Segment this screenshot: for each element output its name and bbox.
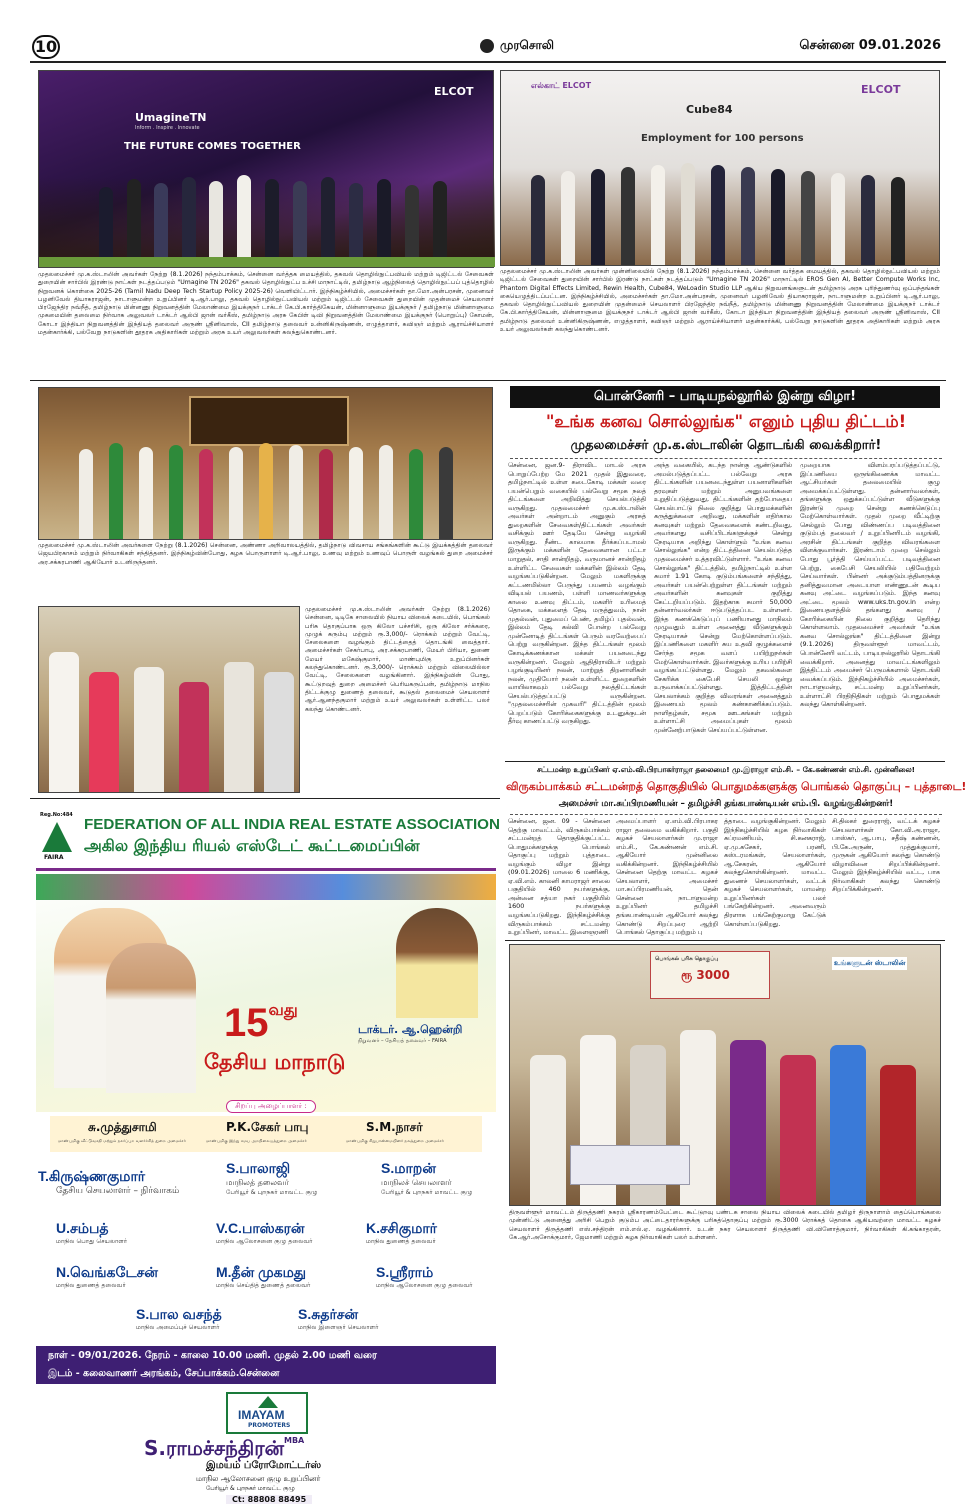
photo-text: THE FUTURE COMES TOGETHER xyxy=(124,141,301,152)
member-name: T.கிருஷ்ணகுமார் xyxy=(38,1168,146,1184)
imayam-logo xyxy=(226,1392,308,1434)
member-role: மாநில துணைத் தலைவர் xyxy=(56,1282,126,1289)
story2-subhead: அமைச்சர் மா.சுப்பிரமணியன் – தமிழச்சி தங்கபாண்டியன் எம்.பி. வழங்குகின்றனர்! xyxy=(558,799,894,809)
host-degree: MBA xyxy=(283,1436,305,1445)
member-role: மாநில துணைத் தலைவர் xyxy=(366,1238,436,1245)
guest-role: மாண்புமிகு இந்து சமய அறநிலையத்துறை அமைச்சர் xyxy=(206,1138,307,1143)
founder-name: டாக்டர். ஆ.ஹென்றி xyxy=(358,1023,463,1036)
story1-headline: "உங்க கனவ சொல்லுங்க" எனும் புதிய திட்டம்! xyxy=(545,412,907,431)
member-name: N.வெங்கடேசன் xyxy=(56,1264,158,1280)
member-name: S.சுதர்சன் xyxy=(298,1306,359,1322)
member-name: U.சம்பத் xyxy=(56,1220,109,1236)
photo-pongal-gift-launch xyxy=(38,606,300,793)
member-role-extra: பேரியூர் & புறநகர் மாவட்ட குழு xyxy=(381,1189,473,1196)
story1-subhead: முதலமைச்சர் மு.க.ஸ்டாலின் தொடங்கி வைக்கிறார்! xyxy=(570,438,882,453)
photo-caption: திருவள்ளூர் மாவட்டம் திருத்தணி நகரம் ஸ்ரீகாரணம்பேட்டை கூட்டுறவு பண்டக சாலை நியாய விலைக் கடையில் தமிழர் திருநாளாம் தைப்பொங்கலை முன்னிட்டு அனைத்து அரிசி பெறும் குடும்ப அட்டைதாரர்களுக்கு பரிசுத்தொகுப்பு மற்றும் ரூ.3000 ரொக்கத் தொகை ஆகியவற்றை மாவட்ட கழகச் செயலாளர் திருத்தணி எஸ்.சந்திரன் எம்.எல்.ஏ. வழங்கினார். உடன் நகர செயலாளர் திருத்தணி வி.வினோத்குமார், நிர்வாகிகள் கி.கங்காதரன், கே.ஆர்.அசோக்குமார், ஜேமாணி மற்றும் கழக நிர்வாகிகள் பலர் உள்ளனர். xyxy=(509,1209,941,1241)
photo-text: Cube84 xyxy=(686,103,733,116)
guests-label: சிறப்பு அழைப்பாளர் : xyxy=(226,1100,316,1113)
story2-headline: விருகம்பாக்கம் சட்டமன்றத் தொகுதியில் பொதுமக்களுக்கு பொங்கல் தொகுப்பு – புத்தாடை! xyxy=(506,780,967,793)
member-role: மாநில இளைஞர் செயலாளர் xyxy=(298,1324,379,1331)
banner xyxy=(650,951,770,999)
ad-title: FEDERATION OF ALL INDIA REAL ESTATE ASSOCIATION xyxy=(84,816,500,833)
member-name: S.ஸ்ரீராம் xyxy=(376,1264,434,1280)
photo-text: Inform . Inspire . Innovate xyxy=(135,125,200,131)
member-name: S.மாறன் xyxy=(381,1160,436,1176)
story1-column: அந்த வகையில், கடந்த நான்கு ஆண்டுகளில் அமல்படுத்தப்பட்ட பல்வேறு அரசு திட்டங்களின் பயனடைந்துள்ள பயனாளிகளின் தரவுகள் மற்றும் அனுபவங்களை உறுதிப்படுத்துவது, திட்டங்களின் தற்போதைய செயல்பாட்டு நிலை குறித்து பொதுமக்களின் கருத்துக்களை அறிவது, மக்களின் எதிர்கால கனவுகள் மற்றும் தேவைகளைக் கண்டறிவது, அவர்களது வசிப்பிடங்களுக்குச் சென்று நேரடியாக அறிந்து கொள்ளும் "உங்க கனவ சொல்லுங்க" என்ற திட்டத்தினை செயல்படுத்த முதலமைச்சர் உத்தரவிட்டுள்ளார். "உங்க கனவ சொல்லுங்க" திட்டத்தில், தமிழ்நாட்டில் உள்ள சுமார் 1.91 கோடி குடும்பங்களைச் சந்தித்து, அவர்கள் பயன்பெற்றுள்ள திட்டங்கள் மற்றும் அவர்களின் கனவுகள் குறித்து கேட்டறியப்படும். இதற்காக சுமார் 50,000 தன்னார்வலர்கள் ஈடுபடுத்தப்பட உள்ளனர். இந்த கணக்கெடுப்புப் பணியானது மாநிலம் முழுவதும் உள்ள அனைத்து வீடுகளுக்கும் நேரடியாகச் சென்று மேற்கொள்ளப்படும். இப்பணிகளை மகளிர் சுய உதவி குழுக்களைச் சேர்ந்த சமூக வளப் பயிற்றுநர்கள் மேற்கொள்வார்கள். இவர்களுக்கு உரிய பயிற்சி வழங்கப்பட்டுள்ளது. மேலும் தகவல்களை சேகரிக்க கைபேசி செயலி ஒன்று உருவாக்கப்பட்டுள்ளது. இத்திட்டத்தின் செயலாக்கம் குறித்த விவரங்கள் அனைத்தும் இணையம் மூலம் கண்காணிக்கப்படும். நாளிதழ்கள், சமூக ஊடகங்கள் மற்றும் உள்ளாட்சி அமைப்புகள் மூலம் முன்னேற்பாடுகள் செய்யப்பட்டுள்ளன. xyxy=(654,461,792,734)
banner-text: பொங்கல் பரிசு தொகுப்பு xyxy=(655,956,719,962)
photo-caption: முதலமைச்சர் மு.க.ஸ்டாலின் அவர்கள் நேற்று (8.1.2026) நந்தம்பாக்கம், சென்னை வர்த்தக மையத்தில், தகவல் தொழில்நுட்பவியல் மற்றும் டிஜிட்டல் சேவைகள் துறையின் சார்பில் இரண்டு நாட்கள் நடத்தப்படும் "Umagine TN 2026" தகவல் தொழில்நுட்ப உச்சி மாநாட்டில், தமிழ்நாடு ஆழ்நிலைத் தொழில்நுட்பப் புத்தொழில் நிறுவனக் கொள்கை 2025-26 (Tamil Nadu Deep Tech Startup Policy 2025-26) வெளியிட்டார். இந்நிகழ்ச்சியில், அமைச்சர்கள் தா.மோ.அன்பரசன், முனைவர் பழனிவேல் தியாகராஜன், நாடாளுமன்ற உறுப்பினர் டி.ஆர்.பாலு, தகவல் தொழில்நுட்பவியல் மற்றும் டிஜிட்டல் சேவைகள் துறையின் முதன்மைச் செயலாளர் பிரஜேந்திர நவ்நீத், தமிழ்நாடு மின்னணு நிறுவனத்தின் மேலாண்மை இயக்குநர் டாக்டர் கே.பி.கார்த்திகேயன், மின்னாளுமை இயக்குநர் / தமிழ்நாடு மின்னாளுமை முகமையின் தலைமை நிர்வாக அலுவலர் டாக்டர் ஆல்பி ஜான் வர்கீஸ், தமிழ்நாடு அரசு கேபிள் டிவி நிறுவனத்தின் மேலாண்மை இயக்குநர் (பொறுப்பு) கோமன், கோடா இந்தியா நிறுவனத்தின் இந்தியத் தலைவர் அருண் ஸ்ரீனிவாஸ், CII தமிழ்நாடு தலைவர் உன்னிகிருஷ்ணன், எழுத்தாளர், கவிஞர் மற்றும் ஆராய்ச்சியாளர் மதன்கார்க்கி, பல்வேறு நாடுகளின் தூதரக அதிகாரிகள் மற்றும் அரசு உயர் அலுவலர்கள் கலந்துகொண்டனர். xyxy=(38,271,494,337)
story2-column: த்தாடை வழங்குகின்றனர். மேலும் இந்நிகழ்ச்சியில் கழக நிர்வாகிகள் சுப்ரமணியம், சி.கனகராஜ், ஏ.மு.கசேகர், பரணி, கஸ்டரமங்கள், செயலாளர்கள், ஆ.சேகரன், ஆகியோர் கலந்துகொள்கின்றனர். மாவட்ட துணைச் செயலாளர்கள், வட்டக் கழகச் செயலாளர்கள், மாமன்ற உறுப்பினர்கள் பலர் பங்கேற்கின்றனர். அனைவரும் திரளாக பங்கேற்குமாறு கேட்டுக் கொள்ளப்படுகிறது. xyxy=(724,817,826,928)
photo-text: ELCOT xyxy=(434,85,474,98)
story1-column: முறையாக விளம்பரப்படுத்தப்பட்டு, இப்பணியை ஒருங்கிணைக்க மாவட்ட ஆட்சியர்கள் தலைமையில் குழு அமைக்கப்பட்டுள்ளது. தன்னார்வலர்கள், தங்களுக்கு ஒதுக்கப்பட்டுள்ள வீடுகளுக்கு இரண்டு முறை சென்று கணக்கெடுப்பு மேற்கொள்வார்கள். முதல் முறை வீட்டிற்கு செல்லும் போது விண்ணப்ப படிவத்தினை குடும்பத் தலைவர் / உறுப்பினரிடம் வழங்கி, அரசின் திட்டங்கள் குறித்த விவரங்களை விளக்குவார்கள். இரண்டாம் முறை செல்லும் போது பூர்த்தி செய்யப்பட்ட படிவத்தினை பெற்று, கைபேசி செயலியில் பதிவேற்றம் செய்வார்கள். பின்னர் அக்குடும்பத்தினருக்கு தனித்துவமான அடையாள எண்ணுடன் கூடிய கனவு அட்டை வழங்கப்படும். இந்த கனவு அட்டை மூலம் www.uks.tn.gov.in என்ற இணையதளத்தில் தங்களது கனவு / கோரிக்கையின் நிலை குறித்து தெரிந்து கொள்ளலாம். முதலமைச்சர் அவர்கள் "உங்க கனவ சொல்லுங்க" திட்டத்தினை இன்று (9.1.2026) திருவள்ளூர் மாவட்டம், பொன்னேரி வட்டம், பாடியநல்லூரில் தொடங்கி வைக்கிறார். அனைத்து மாவட்டங்களிலும் இத்திட்டம் அமைச்சர் பெருமக்களால் தொடங்கி வைக்கப்படும். இந்நிகழ்ச்சியில் அமைச்சர்கள், நாடாளுமன்ற, சட்டமன்ற உறுப்பினர்கள், உள்ளாட்சி பிரதிநிதிகள் மற்றும் பொதுமக்கள் கலந்து கொள்கின்றனர். xyxy=(800,461,940,709)
faira-label: FAIRA xyxy=(44,854,64,861)
story2-column: சி.திலகர் துரைராஜ், வட்டக் கழகச் செயலாளர்கள் கோ.வி.அ.ராஜா, பாஸ்கர், ஆ.பாபு, சதீஷ் கண்ணன், பி.கே.அருண், முத்துக்குமார், முருகன் ஆகியோர் கலந்து கொண்டு விழாவினை சிறப்பிக்கின்றனர். மேலும் இந்நிகழ்ச்சியில் வட்ட, பாக நிர்வாகிகள் கலந்து கொண்டு சிறப்பிக்கின்றனர். xyxy=(832,817,940,894)
dateline: சென்னை 09.01.2026 xyxy=(799,38,941,53)
story2-kicker: சட்டமன்ற உறுப்பினர் ஏ.எம்.வி.பிரபாகர்ராஜா தலைமை! மு.இராஜா எம்.சி. – கே.கண்ணன் எம்.சி. முன்னிலை! xyxy=(536,765,916,774)
member-role: மாநில ஆலோசனை குழு தலைவர் xyxy=(216,1238,313,1245)
photo-text: எல்காட் ELCOT xyxy=(531,81,592,90)
masthead-logo-icon xyxy=(480,39,494,53)
banner-amount: ரூ 3000 xyxy=(681,968,730,982)
event-venue: இடம் - கலைவாணர் அரங்கம், சேப்பாக்கம்.சென்னை xyxy=(48,1368,280,1379)
photo-farmers-meeting xyxy=(38,387,493,540)
ad-title-tamil: அகில இந்திய ரியல் எஸ்டேட் கூட்டமைப்பின் xyxy=(84,836,420,855)
page-number: 10 xyxy=(32,35,60,59)
guest-name: S.M.நாசர் xyxy=(366,1120,423,1134)
member-role: மாநிலச் செயலாளர் xyxy=(381,1178,452,1187)
photo-caption: முதலமைச்சர் மு.க.ஸ்டாலின் அவர்கள் நேற்று (8.1.2026) சென்னை, டிடிகே சாலையில் நியாய விலைக் கடையில், பொங்கல் பரிசு தொகுப்பாக ஒரு கிலோ பச்சரிசி, ஒரு கிலோ சர்க்கரை, முழுக் கரும்பு மற்றும் ரூ.3,000/- ரொக்கம் மற்றும் வேட்டி, சேலைகளை வழங்கும் திட்டத்தைத் தொடங்கி வைத்தார். அமைச்சர்கள் சேகர்பாபு, அர.சக்கரபாணி, மேயர் பிரியா, துணை மேயர் மகேஷ்குமார், மாண்புமிகு உறுப்பினர்கள் கலந்துகொண்டனர். ரூ.3,000/- ரொக்கம் மற்றும் விலையில்லா வேட்டி, சேலைகளை வழங்கினார். இந்நிகழ்வின் போது, கூட்டுறவுத் துறை அமைச்சர் பெரியகருப்பன், தமிழ்நாடு மாநில திட்டக்குழு துணைத் தலைவர், கூடுதல் தலைமைச் செயலாளர் ஆர்.ஆனந்தகுமார் மற்றும் உயர் அலுவலர்கள் உள்ளிட்ட பலர் கலந்து கொண்டனர். xyxy=(305,606,490,713)
host-company: இமயம் ப்ரோமோட்டர்ஸ் xyxy=(206,1460,322,1471)
reg-number: Reg.No:484 xyxy=(40,812,73,818)
edition-number xyxy=(224,1001,298,1046)
member-role: மாநிலத் தலைவர் xyxy=(226,1178,289,1187)
founder-portrait xyxy=(396,908,478,1018)
story2-column: அமைப்பாளர் ஏ.எம்.வி.பிரபாகர ராஜா தலைமை வகிக்கிறார். பகுதி கழகச் செயலாளர்கள் மு.ராஜா எம்.சி., கே.கண்ணன் எம்.சி. ஆகியோர் முன்னிலை வகிக்கின்றனர். இந்நிகழ்ச்சியில் சென்னை தெற்கு மாவட்ட கழகச் செயலாளர், அமைச்சர் மா.சுப்பிரமணியன், தென் சென்னை நாடாளுமன்ற உறுப்பினர் தமிழச்சி தங்கபாண்டியன் ஆகியோர் கலந்து கொண்டு சிறப்புரை ஆற்றி பொங்கல் தொகுப்பு மற்றும் பு xyxy=(616,817,718,937)
deputy-cm-portrait xyxy=(106,943,196,1093)
photo-text: ELCOT xyxy=(861,83,901,96)
member-role: மாநில அமைப்புச் செயலாளர் xyxy=(136,1324,220,1331)
host-name xyxy=(144,1436,304,1463)
member-name: V.C.பாஸ்கரன் xyxy=(216,1220,305,1236)
host-role: மாநில ஆலோசனை குழு உறுப்பினர் xyxy=(196,1474,321,1483)
guest-name: சு.முத்துசாமி xyxy=(88,1120,157,1134)
host-name-text: S.ராமச்சந்திரன் xyxy=(144,1436,284,1460)
member-name: M.தீன் முகமது xyxy=(216,1264,307,1280)
story1-kicker: பொன்னேரி – பாடியநல்லூரில் இன்று விழா! xyxy=(510,386,940,408)
story1-column: சென்னை, ஜன.9- திராவிட மாடல் அரசு பொறுப்பேற்ற மே 2021 முதல் இதுவரை, தமிழ்நாட்டில் உள்ள கடைகோடி மக்கள் வரை பயன்பெறும் வகையில் பல்வேறு சமூக நலத் திட்டங்களை அறிவித்து செயல்படுத்தி வருகிறது. முதலமைச்சர் மு.க.ஸ்டாலின் அவர்கள் அன்றாடம் அனுகும் அரசுத் துறைகளின் சேவைகள்/திட்டங்கள் அவர்கள் வசிக்கும் ஊர் தேடியே சென்று வழங்கி வருகிறது. நீண்ட காலமாக தீர்க்கப்படாமல் இருக்கும் மக்களின் தேவைகளான பட்டா மாறுதல், சாதி சான்றிதழ், வருமானச் சான்றிதழ் உள்ளிட்ட சேவைகள் மக்களின் இல்லம் தேடி வழங்கப்படுகின்றன. மேலும் மகளிருக்கு கட்டணமில்லா பேருந்து பயணம் வழங்கும் விடியல் பயணம், பள்ளி மாணவர்களுக்கு காலை உணவு திட்டம், மகளிர் உரிமைத் தொகை, மக்களைத் தேடி மருத்துவம், நான் முதல்வன், புதுமைப் பெண், தமிழ்ப் புதல்வன், இல்லம் தேடி கல்வி போன்ற பல்வேறு முன்னோடித் திட்டங்கள் பெரும் வரவேற்பைப் பெற்று வருகின்றன. இந்த திட்டங்கள் மூலம் கோடிக்கணக்கான மக்கள் பயனடைந்து வருகின்றனர். மேலும் ஆதிதிராவிடர் மற்றும் பழங்குடியினர் நலன், மாற்றுத் திறனாளிகள் நலன், முதியோர் நலன் உள்ளிட்ட துறைகளின் வாயிலாகவும் பல்வேறு நலத்திட்டங்கள் செயல்படுத்தப்பட்டு வருகின்றன. "முதலமைச்சரின் முகவரி" திட்டத்தின் மூலம் பெறப்படும் கோரிக்கைகளுக்கு உடனுக்குடன் தீர்வு காணப்பட்டு வருகிறது. xyxy=(508,461,646,726)
edition-suffix: வது xyxy=(268,1002,298,1019)
guest-role: மாண்புமிகு சிறுபான்மையினர் நலத்துறை அமைச்சர் xyxy=(346,1138,444,1143)
photo-pongal-distribution xyxy=(509,944,941,1206)
photo-caption: முதலமைச்சர் மு.க.ஸ்டாலின் அவர்களை நேற்று (8.1.2026) சென்னை, அண்ணா அறிவாலயத்தில், தமிழ்நாடு விவசாய சங்கங்களின் கூட்டு இயக்கத்தின் தலைவர் ஜெயபிரகாசம் மற்றும் நிர்வாகிகள் சந்தித்தனர். இந்நிகழ்வின்போது, கழக பொருளாளர் டி.ஆர்.பாலு, உணவு மற்றும் உணவுப் பொருள் வழங்கல் துறை அமைச்சர் அர.சக்கரபாணி ஆகியோர் உடனிருந்தனர். xyxy=(38,542,493,566)
member-role: மாநில ஆலோசனை குழு தலைவர் xyxy=(376,1282,473,1289)
edition-value: 15 xyxy=(224,1001,269,1045)
faira-logo-icon xyxy=(42,822,72,852)
member-role: தேசிய செயலாளர் – நிர்வாகம் xyxy=(56,1186,180,1196)
story2-column: சென்னை, ஜன. 09 - சென்னை தெற்கு மாவட்டம், விருகம்பாக்கம் சட்டமன்றத் தொகுதிக்குட்பட்ட பொதுமக்களுக்கு பொங்கல் தொகுப்பு மற்றும் புத்தாடை வழங்கும் விழா இன்று (09.01.2026) மாலை 6 மணிக்கு, ஏ.வி.எம். காலனி காமராஜர் சாலை பகுதியில் 460 நபர்களுக்கு, அன்னை சத்யா நகர் பகுதியில் 1600 நபர்களுக்கு வழங்கப்படுகிறது. இந்நிகழ்ச்சிக்கு விருகம்பாக்கம் சட்டமன்ற உறுப்பினர், மாவட்ட இளைஞரணி xyxy=(508,817,610,937)
photo-mou-signing xyxy=(500,70,940,266)
member-role: மாநில செய்தித் துணைத் தலைவர் xyxy=(216,1282,311,1289)
member-role-extra: பேரியூர் & புறநகர் மாவட்ட குழு xyxy=(226,1189,318,1196)
masthead: முரசொலி xyxy=(500,38,554,52)
founder-role: நிறுவனர் – தேசியத் தலைவர் – FAIRA xyxy=(358,1038,447,1044)
member-name: K.சசிகுமார் xyxy=(366,1220,437,1236)
guest-name: P.K.சேகர் பாபு xyxy=(226,1120,309,1134)
banner-text: உங்களுடன் ஸ்டாலின் xyxy=(832,957,907,970)
event-date-time: நாள் - 09/01/2026. நேரம் - காலை 10.00 மணி. முதல் 2.00 மணி வரை xyxy=(48,1350,377,1361)
host-phone: Ct: 88808 88495 xyxy=(226,1495,312,1504)
host-role-extra: பேரியூர் & புறநகர் மாவட்ட குழு xyxy=(206,1485,295,1492)
photo-text: UmagineTN xyxy=(135,111,207,124)
member-role: மாநில பொது செயலாளர் xyxy=(56,1238,128,1245)
house-icon xyxy=(258,1396,278,1408)
page-header xyxy=(30,33,945,61)
photo-text: Employment for 100 persons xyxy=(641,133,804,144)
event-name: தேசிய மாநாடு xyxy=(204,1050,346,1074)
photo-caption: முதலமைச்சர் மு.க.ஸ்டாலின் அவர்கள் முன்னிலையில் நேற்று (8.1.2026) நந்தம்பாக்கம், சென்னை வர்த்தக மையத்தில், தகவல் தொழில்நுட்பவியல் மற்றும் டிஜிட்டல் சேவைகள் துறையின் சார்பில் இரண்டு நாட்கள் நடத்தப்படும் "Umagine TN 2026" மாநாட்டில் EROS Gen AI, Better Compute Works Inc, Phantom Digital Effects Limited, Rewin Health, Cube84, WeLoadin Studio LLP ஆகிய நிறுவனங்களுடன் தமிழ்நாடு அரசு புரிந்துணர்வு ஒப்பந்தங்கள் கையெழுத்திடப்பட்டன. இந்நிகழ்ச்சியில், அமைச்சர்கள் தா.மோ.அன்பரசன், முனைவர் பழனிவேல் தியாகராஜன், நாடாளுமன்ற உறுப்பினர் டி.ஆர்.பாலு, தகவல் தொழில்நுட்பவியல் துறையின் முதன்மைச் செயலாளர் பிரஜேந்திர நவ்நீத், தமிழ்நாடு மின்னணு நிறுவனத்தின் மேலாண்மை இயக்குநர் டாக்டர் கே.பி.கார்த்திகேயன், மின்னாளுமை இயக்குநர் டாக்டர் ஆல்பி ஜான் வர்கீஸ், கோடா இந்தியா நிறுவனத்தின் இந்தியத் தலைவர் அருண் ஸ்ரீனிவாஸ், CII தமிழ்நாடு தலைவர் உன்னிகிருஷ்ணன், எழுத்தாளர், கவிஞர் மற்றும் ஆராய்ச்சியாளர் மதன்கார்க்கி, பல்வேறு நாடுகளின் தூதரக அதிகாரிகள் மற்றும் அரசு உயர் அலுவலர்கள் கலந்துகொண்டனர். xyxy=(500,268,940,334)
logo-subtext: PROMOTERS xyxy=(248,1422,291,1429)
guest-role: மாண்புமிகு வீட்டுவசதி மற்றும் நகர்ப்புற வளர்ச்சித் துறை அமைச்சர் xyxy=(58,1138,186,1143)
logo-text: IMAYAM xyxy=(238,1408,285,1422)
member-name: S.பால வசந்த் xyxy=(136,1306,222,1322)
photo-umagine-policy-release xyxy=(38,70,494,268)
member-name: S.பாலாஜி xyxy=(226,1160,291,1176)
faira-advertisement xyxy=(36,808,500,1504)
